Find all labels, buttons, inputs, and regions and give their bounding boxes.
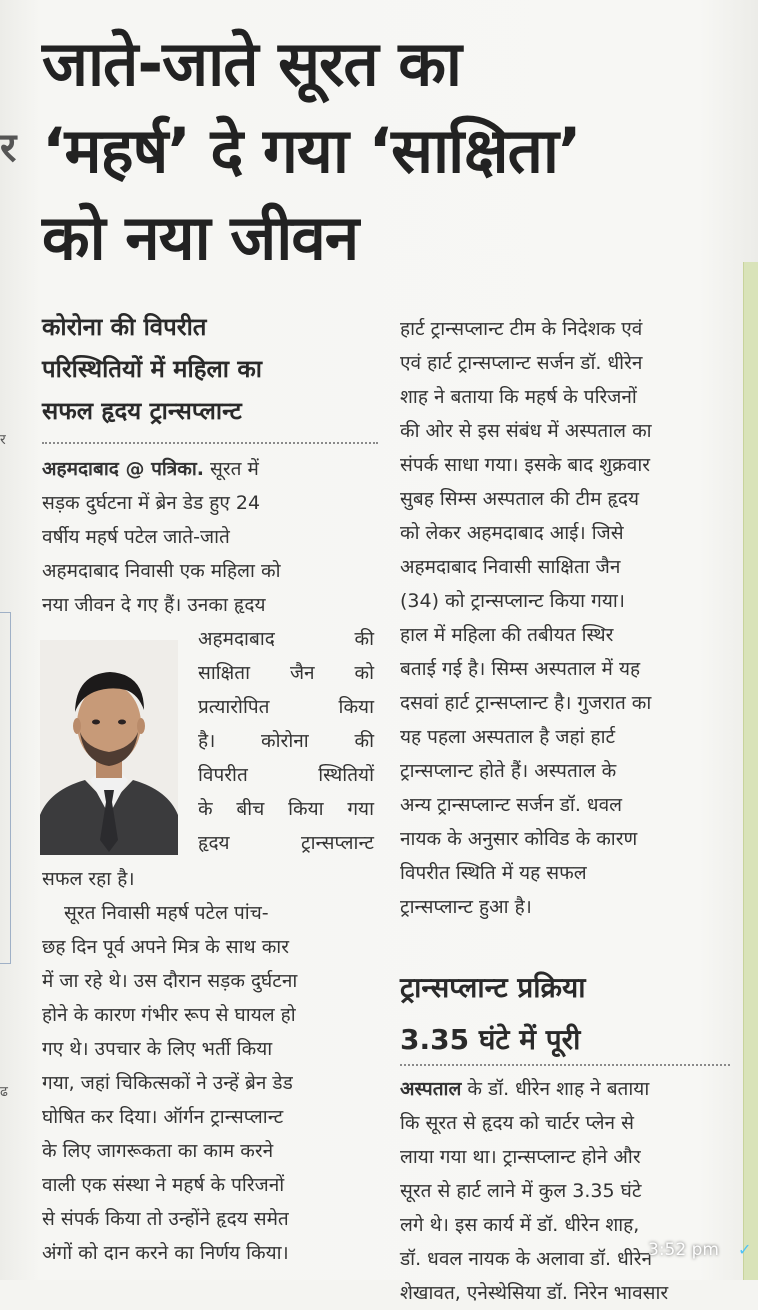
section-heading xyxy=(400,962,730,1066)
neighbor-fragment: र xyxy=(0,432,6,448)
dateline: अहमदाबाद @ पत्रिका. xyxy=(42,458,204,480)
neighbor-page-edge xyxy=(743,262,758,1280)
divider xyxy=(42,442,378,444)
text-line: ट्रान्सप्लान्ट हुआ है। xyxy=(400,896,532,918)
left-column-body xyxy=(42,862,372,1270)
text-line: के लिए जागरूकता का काम करने xyxy=(42,1140,274,1162)
timestamp: 3:52 pm xyxy=(648,1240,719,1260)
left-column-wrap xyxy=(198,622,374,860)
text-line: में जा रहे थे। उस दौरान सड़क दुर्घटना xyxy=(42,970,298,992)
person-photo xyxy=(40,640,178,855)
text-line: (34) को ट्रान्सप्लान्ट किया गया। xyxy=(400,590,625,612)
text-line: ट्रान्सप्लान्ट होते हैं। अस्पताल के xyxy=(400,760,617,782)
text-line: है। कोरोना की xyxy=(198,730,374,752)
text-line: हार्ट ट्रान्सप्लान्ट टीम के निदेशक एवं xyxy=(400,318,643,340)
subheadline-line: परिस्थितियों में महिला का xyxy=(42,355,262,383)
headline-line: ‘महर्ष’ दे गया ‘साक्षिता’ xyxy=(42,114,581,187)
right-column-section-body xyxy=(400,1072,730,1310)
text-line: शेखावत, एनेस्थेसिया डॉ. निरेन भावसार xyxy=(400,1282,669,1304)
text-line: दसवां हार्ट ट्रान्सप्लान्ट है। गुजरात का xyxy=(400,692,652,714)
subheadline-line: कोरोना की विपरीत xyxy=(42,313,207,341)
neighbor-fragment: ढ xyxy=(0,1084,8,1100)
text-line: सड़क दुर्घटना में ब्रेन डेड हुए 24 xyxy=(42,492,261,514)
text-line: सूरत से हार्ट लाने में कुल 3.35 घंटे xyxy=(400,1180,642,1202)
text-line: अहमदाबाद @ पत्रिका. सूरत में xyxy=(42,458,259,480)
text-line: बताई गई है। सिम्स अस्पताल में यह xyxy=(400,658,641,680)
text-line: अहमदाबाद निवासी एक महिला को xyxy=(42,560,281,582)
check-icon: ✓ xyxy=(738,1240,752,1259)
headline-line: को नया जीवन xyxy=(42,201,359,274)
text-line: प्रत्यारोपित किया xyxy=(198,696,374,718)
right-column-body xyxy=(400,312,730,924)
text-line: संपर्क साधा गया। इसके बाद शुक्रवार xyxy=(400,454,651,476)
text-line: अस्पताल के डॉ. धीरेन शाह ने बताया xyxy=(400,1078,650,1100)
text-line: को लेकर अहमदाबाद आई। जिसे xyxy=(400,522,624,544)
divider xyxy=(400,1064,730,1066)
headline xyxy=(42,20,732,281)
text-line: शाह ने बताया कि महर्ष के परिजनों xyxy=(400,386,637,408)
text-line: अहमदाबाद निवासी साक्षिता जैन xyxy=(400,556,621,578)
text-line: नया जीवन दे गए हैं। उनका हृदय xyxy=(42,594,266,616)
left-column-intro xyxy=(42,452,372,622)
text-line: सफल रहा है। xyxy=(42,868,135,890)
text-line: साक्षिता जैन को xyxy=(198,662,374,684)
text-line: घोषित कर दिया। ऑर्गन ट्रान्सप्लान्ट xyxy=(42,1106,284,1128)
section-heading-line: ट्रान्सप्लान्ट प्रक्रिया xyxy=(400,971,586,1004)
neighbor-box-border xyxy=(0,612,11,964)
neighbor-fragment: र xyxy=(0,125,17,171)
text-line: हाल में महिला की तबीयत स्थिर xyxy=(400,624,614,646)
portrait-illustration xyxy=(40,640,178,855)
headline-line: जाते-जाते सूरत का xyxy=(42,27,461,100)
text-line: होने के कारण गंभीर रूप से घायल हो xyxy=(42,1004,296,1026)
text-line: लगे थे। इस कार्य में डॉ. धीरेन शाह, xyxy=(400,1214,640,1236)
text-line: से संपर्क किया तो उन्होंने हृदय समेत xyxy=(42,1208,289,1230)
text-line: नायक के अनुसार कोविड के कारण xyxy=(400,828,638,850)
section-heading-line: 3.35 घंटे में पूरी xyxy=(400,1023,581,1056)
text-line: डॉ. धवल नायक के अलावा डॉ. धीरेन xyxy=(400,1248,653,1270)
neighbor-column-left xyxy=(0,0,17,1280)
text-line: यह पहला अस्पताल है जहां हार्ट xyxy=(400,726,616,748)
section-lead: अस्पताल xyxy=(400,1078,462,1100)
text-line: गए थे। उपचार के लिए भर्ती किया xyxy=(42,1038,273,1060)
text-line: वर्षीय महर्ष पटेल जाते-जाते xyxy=(42,526,230,548)
text-line: अन्य ट्रान्सप्लान्ट सर्जन डॉ. धवल xyxy=(400,794,623,816)
subheadline xyxy=(42,306,382,432)
text-line: विपरीत स्थिति में यह सफल xyxy=(400,862,587,884)
text-line: सुबह सिम्स अस्पताल की टीम हृदय xyxy=(400,488,640,510)
text-line: कि सूरत से हृदय को चार्टर प्लेन से xyxy=(400,1112,634,1134)
text-line: विपरीत स्थितियों xyxy=(198,764,374,786)
text-line: अंगों को दान करने का निर्णय किया। xyxy=(42,1242,289,1264)
text-line: छह दिन पूर्व अपने मित्र के साथ कार xyxy=(42,936,290,958)
text-line: की ओर से इस संबंध में अस्पताल का xyxy=(400,420,652,442)
text-line: गया, जहां चिकित्सकों ने उन्हें ब्रेन डेड xyxy=(42,1072,293,1094)
text-line: वाली एक संस्था ने महर्ष के परिजनों xyxy=(42,1174,285,1196)
text-line: सूरत निवासी महर्ष पटेल पांच- xyxy=(64,902,269,924)
text-line: हृदय ट्रान्सप्लान्ट xyxy=(198,832,374,854)
text-line: लाया गया था। ट्रान्सप्लान्ट होने और xyxy=(400,1146,641,1168)
subheadline-line: सफल हृदय ट्रान्सप्लान्ट xyxy=(42,397,242,425)
text-line: अहमदाबाद की xyxy=(198,628,374,650)
text-line: के बीच किया गया xyxy=(198,798,374,820)
text-line: एवं हार्ट ट्रान्सप्लान्ट सर्जन डॉ. धीरेन xyxy=(400,352,643,374)
